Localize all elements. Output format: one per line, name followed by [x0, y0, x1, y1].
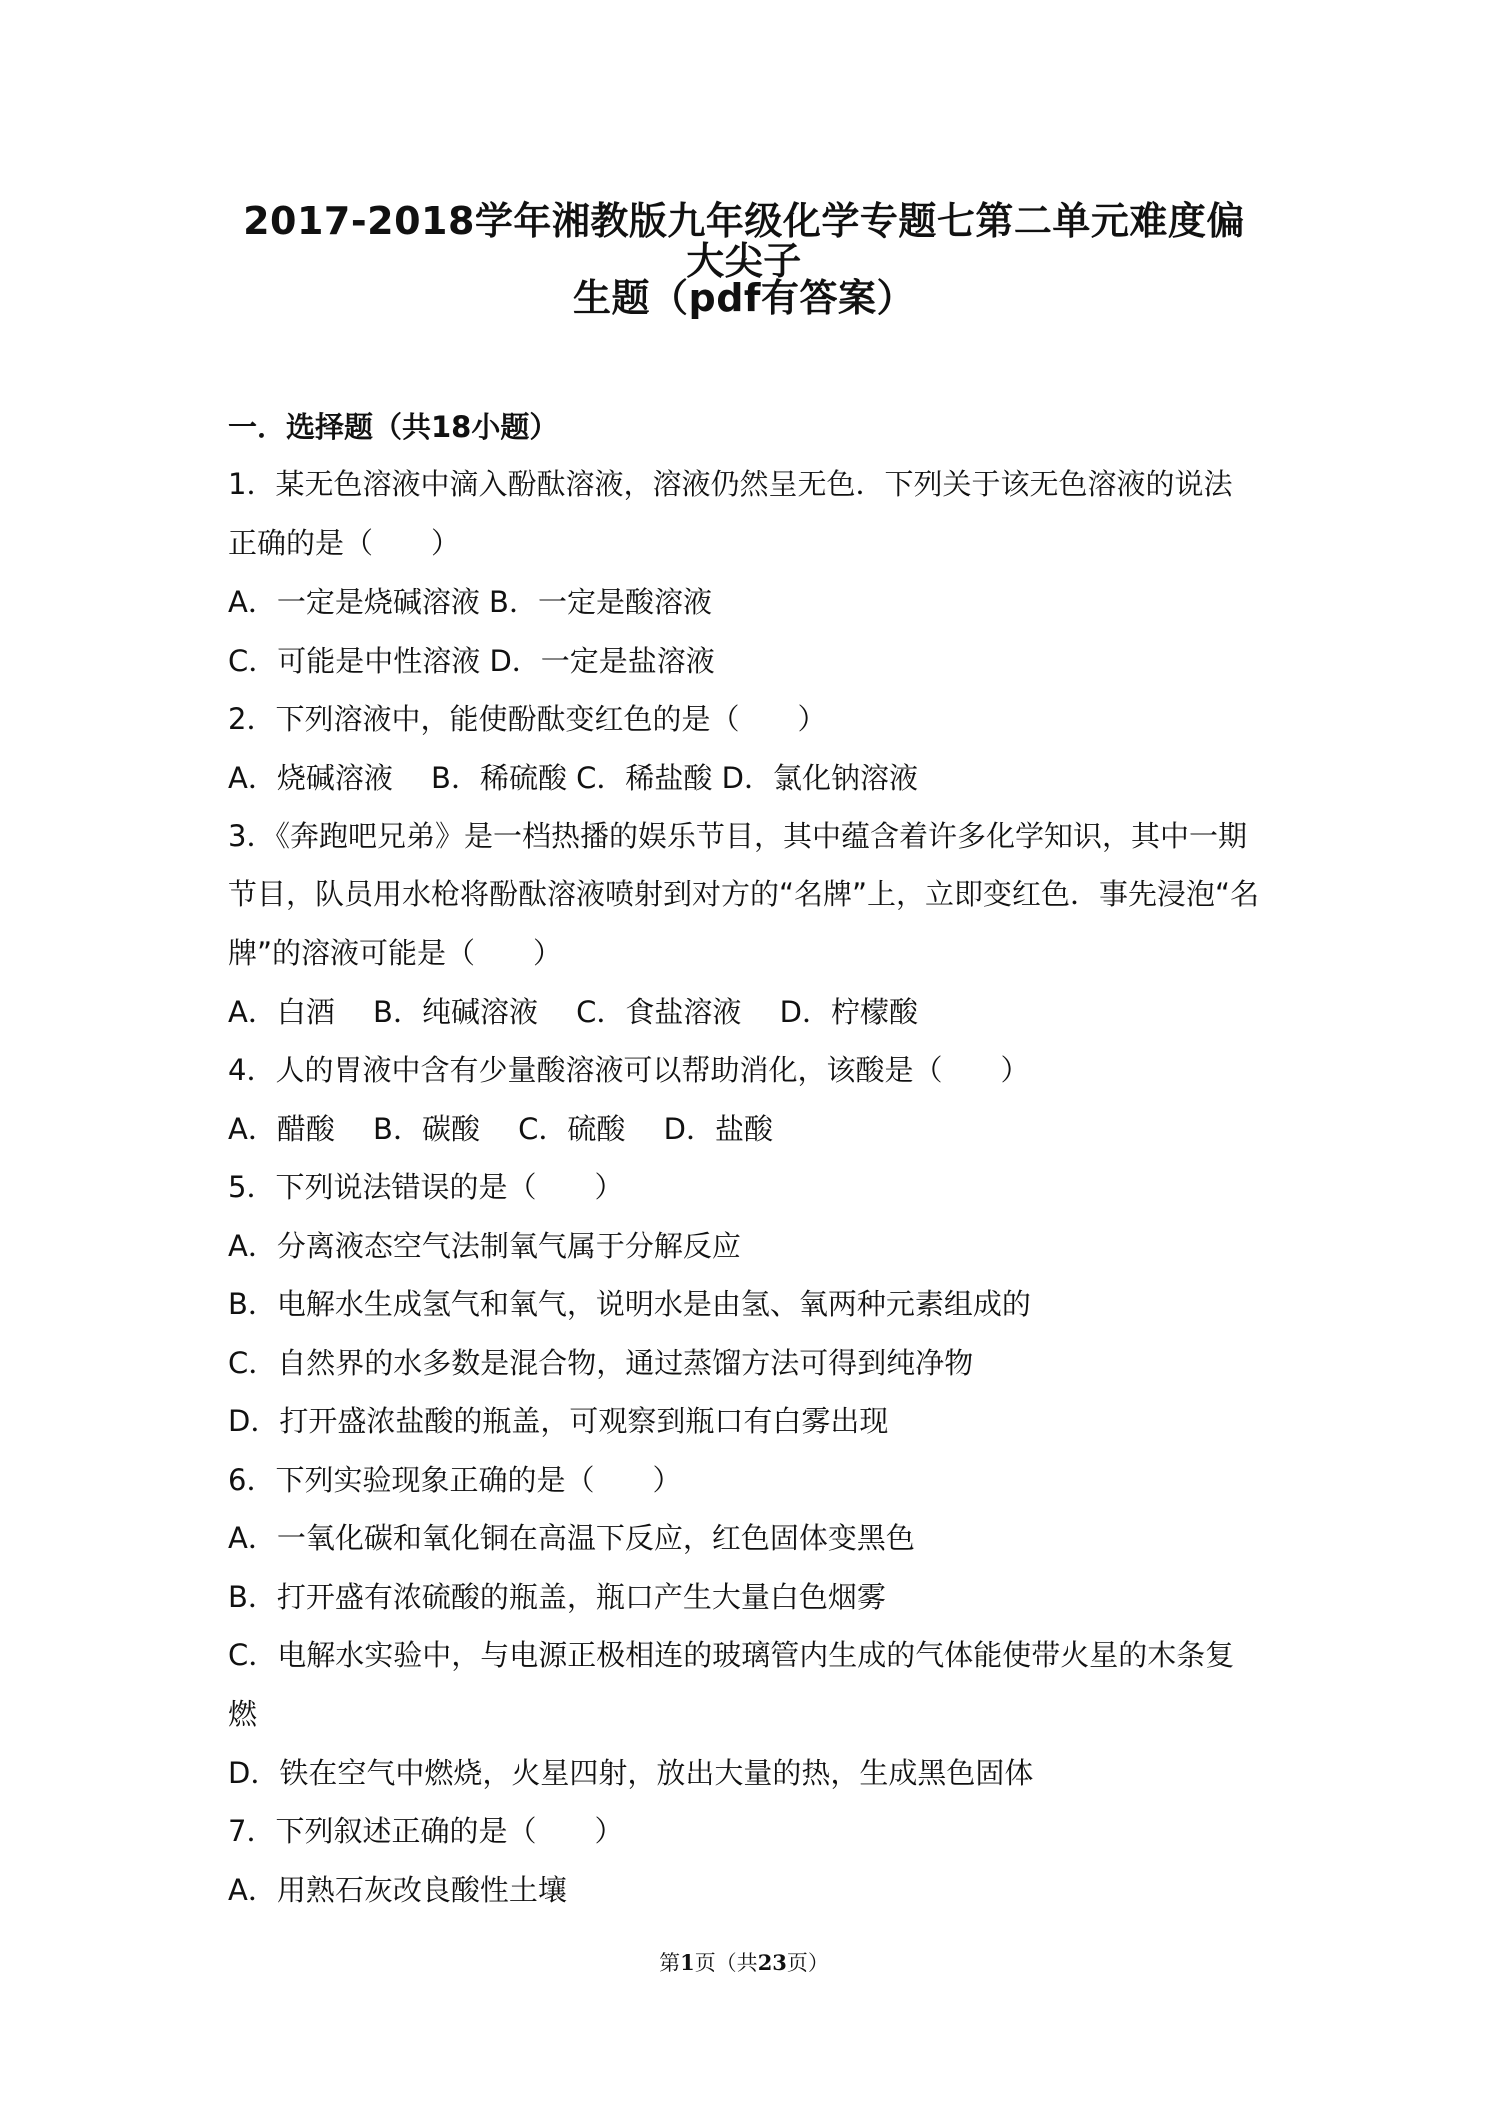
answer-option: D．铁在空气中燃烧，火星四射，放出大量的热，生成黑色固体: [228, 1756, 1034, 1790]
document-title-line-1: 2017-2018学年湘教版九年级化学专题七第二单元难度偏大尖子: [243, 199, 1245, 283]
question-text: 牌”的溶液可能是（ ）: [228, 936, 563, 970]
question-text: 5．下列说法错误的是（ ）: [228, 1170, 624, 1204]
footer-suffix: 页）: [786, 1951, 829, 1975]
answer-option: A．一定是烧碱溶液 B．一定是酸溶液: [228, 585, 712, 619]
question-text: 1．某无色溶液中滴入酚酞溶液，溶液仍然呈无色．下列关于该无色溶液的说法: [228, 467, 1233, 501]
answer-option: A．白酒 B．纯碱溶液 C．食盐溶液 D．柠檬酸: [228, 995, 918, 1029]
question-text: 6．下列实验现象正确的是（ ）: [228, 1463, 682, 1497]
question-text: 节目，队员用水枪将酚酞溶液喷射到对方的“名牌”上，立即变红色．事先浸泡“名: [228, 877, 1260, 911]
question-text: 4．人的胃液中含有少量酸溶液可以帮助消化，该酸是（ ）: [228, 1053, 1030, 1087]
answer-option: 燃: [228, 1697, 258, 1731]
answer-option: C．可能是中性溶液 D．一定是盐溶液: [228, 644, 715, 678]
answer-option: C．电解水实验中，与电源正极相连的玻璃管内生成的气体能使带火星的木条复: [228, 1638, 1235, 1672]
footer-middle: 页（共: [694, 1951, 758, 1975]
answer-option: A．醋酸 B．碳酸 C．硫酸 D．盐酸: [228, 1112, 773, 1146]
answer-option: B．电解水生成氢气和氧气，说明水是由氢、氧两种元素组成的: [228, 1287, 1031, 1321]
section-heading: 一．选择题（共18小题）: [228, 410, 559, 444]
footer-total-pages: 23: [757, 1950, 787, 1975]
footer-prefix: 第: [659, 1951, 681, 1975]
answer-option: D．打开盛浓盐酸的瓶盖，可观察到瓶口有白雾出现: [228, 1404, 889, 1438]
answer-option: A．一氧化碳和氧化铜在高温下反应，红色固体变黑色: [228, 1521, 915, 1555]
question-text: 3．《奔跑吧兄弟》是一档热播的娱乐节目，其中蕴含着许多化学知识，其中一期: [228, 819, 1247, 853]
footer-page-number: 1: [680, 1950, 695, 1975]
question-text: 7．下列叙述正确的是（ ）: [228, 1814, 624, 1848]
answer-option: A．分离液态空气法制氧气属于分解反应: [228, 1229, 741, 1263]
answer-option: C．自然界的水多数是混合物，通过蒸馏方法可得到纯净物: [228, 1346, 974, 1380]
page-footer: [0, 1951, 1488, 1975]
answer-option: B．打开盛有浓硫酸的瓶盖，瓶口产生大量白色烟雾: [228, 1580, 886, 1614]
question-text: 2．下列溶液中，能使酚酞变红色的是（ ）: [228, 702, 827, 736]
question-text: 正确的是（ ）: [228, 526, 461, 560]
answer-option: A．烧碱溶液 B．稀硫酸 C．稀盐酸 D．氯化钠溶液: [228, 761, 918, 795]
answer-option: A．用熟石灰改良酸性土壤: [228, 1873, 567, 1907]
document-title-line-2: 生题（pdf有答案）: [573, 276, 915, 320]
